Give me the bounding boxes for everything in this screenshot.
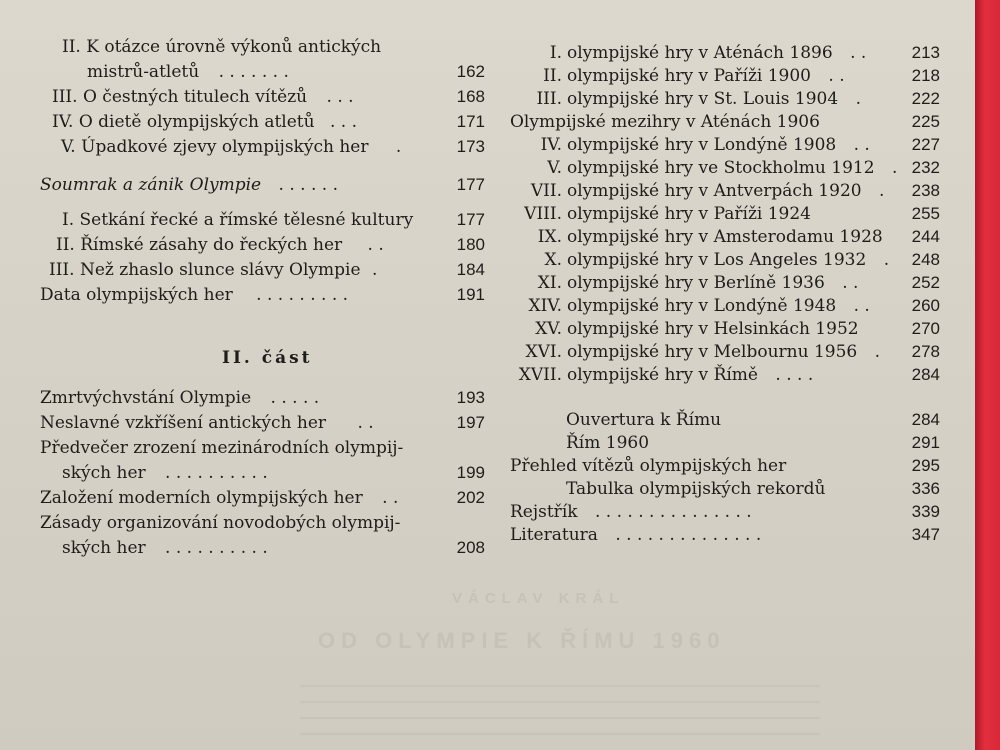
toc-entry: Zásady organizování novodobých olympij- [40, 513, 401, 533]
toc-entry: olympijské hry v Antverpách 1920 . [567, 181, 885, 201]
page-number: 260 [911, 296, 940, 315]
roman-numeral: II. [543, 66, 562, 86]
section-title: Soumrak a zánik Olympie . . . . . . [40, 175, 338, 195]
page-number: 168 [456, 87, 485, 106]
toc-entry: ských her . . . . . . . . . . [62, 538, 268, 558]
page-number: 218 [911, 66, 940, 85]
page-number: 225 [911, 112, 940, 131]
toc-entry: olympijské hry v Los Angeles 1932 . [567, 250, 890, 270]
page-number: 270 [911, 319, 940, 338]
page-number: 222 [911, 89, 940, 108]
page-number: 278 [911, 342, 940, 361]
show-through-title: OD OLYMPIE K ŘÍMU 1960 [318, 628, 726, 653]
show-through-paragraph [300, 675, 820, 745]
page-number: 347 [911, 525, 940, 544]
red-cover-edge [975, 0, 1000, 750]
toc-entry: Olympijské mezihry v Aténách 1906 [510, 112, 820, 132]
page-number: 248 [911, 250, 940, 269]
toc-subentry: Ouvertura k Římu [566, 410, 722, 430]
toc-entry: Přehled vítězů olympijských her [510, 456, 787, 476]
page-number: 177 [456, 175, 485, 194]
page-number: 193 [456, 388, 485, 407]
page-number: 295 [911, 456, 940, 475]
toc-entry: Předvečer zrození mezinárodních olympij- [40, 438, 404, 458]
page-number: 162 [456, 62, 485, 81]
page-number: 191 [456, 285, 485, 304]
toc-entry: Neslavné vzkříšení antických her . . [40, 413, 374, 433]
page-number: 173 [456, 137, 485, 156]
toc-subentry: Řím 1960 [566, 433, 650, 453]
page-number: 202 [456, 488, 485, 507]
page-number: 199 [456, 463, 485, 482]
toc-entry: II. Římské zásahy do řeckých her . . [56, 235, 384, 255]
toc-entry: olympijské hry v Helsinkách 1952 [567, 319, 859, 339]
roman-numeral: III. [536, 89, 562, 109]
page-number: 177 [456, 210, 485, 229]
toc-entry: olympijské hry v Melbournu 1956 . [567, 342, 881, 362]
page-number: 227 [911, 135, 940, 154]
page-number: 184 [456, 260, 485, 279]
page-number: 252 [911, 273, 940, 292]
toc-entry: IV. O dietě olympijských atletů . . . [52, 112, 358, 132]
roman-numeral: IV. [540, 135, 562, 155]
toc-entry: Založení moderních olympijských her . . [40, 488, 399, 508]
part-heading: II. část [222, 348, 313, 368]
roman-numeral: IX. [537, 227, 562, 247]
toc-entry: Rejstřík . . . . . . . . . . . . . . . [510, 502, 752, 522]
show-through-author: VÁCLAV KRÁL [452, 590, 625, 607]
page-number: 238 [911, 181, 940, 200]
roman-numeral: XVI. [525, 342, 562, 362]
toc-entry: III. O čestných titulech vítězů . . . [52, 87, 354, 107]
roman-numeral: VII. [530, 181, 562, 201]
toc-entry: ských her . . . . . . . . . . [62, 463, 268, 483]
toc-entry: Literatura . . . . . . . . . . . . . . [510, 525, 762, 545]
page-number: 213 [911, 43, 940, 62]
toc-entry: olympijské hry v St. Louis 1904 . [567, 89, 861, 109]
page-number: 171 [456, 112, 485, 131]
page-number: 232 [911, 158, 940, 177]
page-number: 339 [911, 502, 940, 521]
toc-entry: III. Než zhaslo slunce slávy Olympie . [49, 260, 378, 280]
roman-numeral: XV. [535, 319, 562, 339]
toc-entry: olympijské hry v Římě . . . . [567, 365, 814, 385]
toc-entry: II. K otázce úrovně výkonů antických [62, 37, 382, 57]
toc-entry: olympijské hry ve Stockholmu 1912 . [567, 158, 898, 178]
toc-entry: olympijské hry v Aténách 1896 . . [567, 43, 867, 63]
toc-entry: Zmrtvýchvstání Olympie . . . . . [40, 388, 320, 408]
page-number: 284 [911, 410, 940, 429]
roman-numeral: X. [544, 250, 562, 270]
page-number: 336 [911, 479, 940, 498]
page-number: 208 [456, 538, 485, 557]
toc-entry: Data olympijských her . . . . . . . . . [40, 285, 349, 305]
toc-entry: I. Setkání řecké a římské tělesné kultury [62, 210, 414, 230]
toc-entry: olympijské hry v Londýně 1908 . . [567, 135, 870, 155]
page-number: 244 [911, 227, 940, 246]
page-number: 255 [911, 204, 940, 223]
roman-numeral: VIII. [524, 204, 562, 224]
toc-subentry: Tabulka olympijských rekordů [566, 479, 826, 499]
page-number: 180 [456, 235, 485, 254]
roman-numeral: XI. [537, 273, 562, 293]
toc-entry: olympijské hry v Amsterodamu 1928 [567, 227, 883, 247]
toc-entry: olympijské hry v Paříži 1924 [567, 204, 812, 224]
roman-numeral: XVII. [518, 365, 562, 385]
toc-entry: olympijské hry v Londýně 1948 . . [567, 296, 870, 316]
toc-entry: olympijské hry v Paříži 1900 . . [567, 66, 845, 86]
page-number: 291 [911, 433, 940, 452]
toc-entry: mistrů-atletů . . . . . . . [87, 62, 289, 82]
page-number: 284 [911, 365, 940, 384]
page-number: 197 [456, 413, 485, 432]
toc-entry: olympijské hry v Berlíně 1936 . . [567, 273, 859, 293]
toc-entry: V. Úpadkové zjevy olympijských her . [61, 137, 402, 157]
roman-numeral: XIV. [528, 296, 562, 316]
roman-numeral: V. [547, 158, 562, 178]
roman-numeral: I. [549, 43, 562, 63]
